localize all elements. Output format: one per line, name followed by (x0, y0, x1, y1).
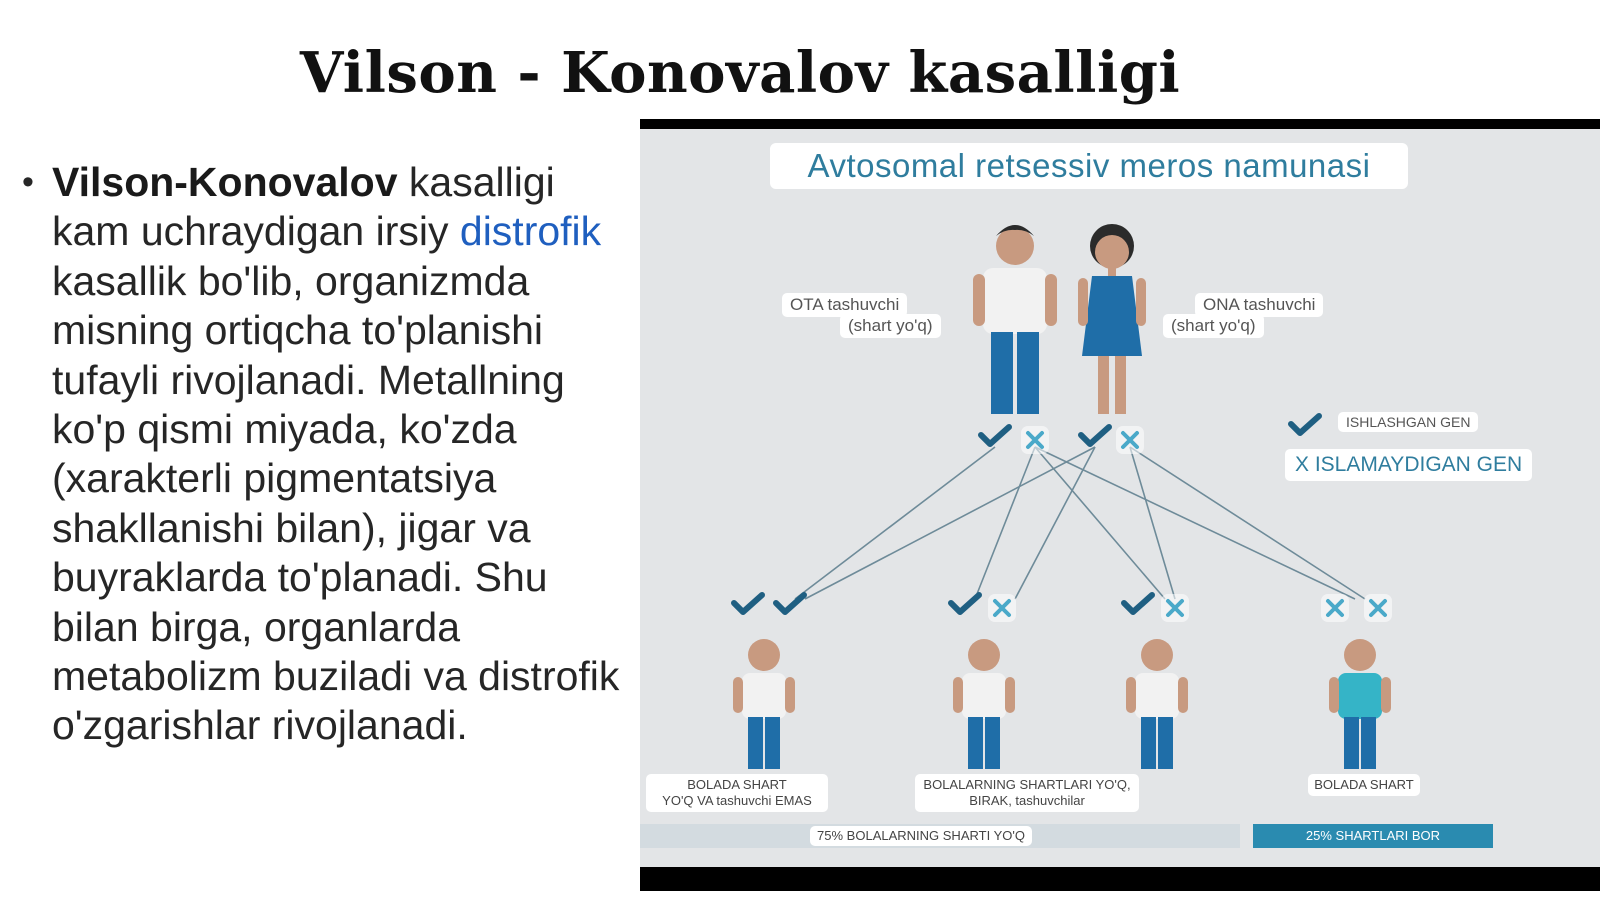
check-icon (981, 427, 1009, 444)
legend-working-gene: ISHLASHGAN GEN (1338, 412, 1478, 432)
check-icon (776, 595, 804, 612)
check-icon (1081, 427, 1109, 444)
page-title: Vilson - Konovalov kasalligi (299, 40, 1181, 106)
child3-genes (1124, 594, 1189, 622)
check-icon (1291, 416, 1319, 433)
children23-label-line1: BOLALARNING SHARTLARI YO'Q, (923, 777, 1131, 792)
affected-child-figure (1329, 639, 1391, 769)
x-icon (1161, 594, 1189, 622)
disease-name: Vilson-Konovalov (52, 159, 398, 205)
children23-label-line2: BIRAK, tashuvchilar (969, 793, 1085, 808)
inheritance-lines (795, 447, 1365, 599)
pedigree-diagram (640, 129, 1600, 867)
child-figure (953, 639, 1015, 769)
x-icon (988, 594, 1016, 622)
mother-figure (1078, 224, 1146, 414)
child-figure (733, 639, 795, 769)
legend-not-working-gene: X ISLAMAYDIGAN GEN (1285, 449, 1532, 481)
x-icon (1116, 426, 1144, 454)
inheritance-figure (640, 119, 1600, 891)
child1-genes (734, 595, 804, 612)
x-icon (1021, 426, 1049, 454)
para-text-2: kasallik bo'lib, organizmda misning ortiqcha to'planishi tufayli rivojlanadi. Metallning ko'p qismi miyada, ko'zda (xarakterli pigmentatsiya shakllanishi bilan), jigar va buyraklarda to'planadi. Shu bilan birga, organlarda metabolizm buziladi va distrofik o'zgarishlar rivojlanadi. (52, 257, 620, 749)
bar-left-label: 75% BOLALARNING SHARTI YO'Q (810, 826, 1032, 846)
mother-condition: (shart yo'q) (1163, 314, 1264, 338)
bar-right: 25% SHARTLARI BOR (1253, 824, 1493, 848)
child4-genes (1321, 594, 1392, 622)
child1-label-line2: YO'Q VA tashuvchi EMAS (662, 793, 812, 808)
child4-label: BOLADA SHART (1308, 774, 1420, 796)
mother-label: ONA tashuvchi (1195, 293, 1323, 317)
father-condition: (shart yo'q) (840, 314, 941, 338)
figure-panel (640, 129, 1600, 867)
child1-label (646, 774, 828, 812)
x-icon (1321, 594, 1349, 622)
child1-label-line1: BOLADA SHART (687, 777, 787, 792)
father-label: OTA tashuvchi (782, 293, 907, 317)
father-figure (973, 225, 1057, 414)
child-figure (1126, 639, 1188, 769)
check-icon (951, 595, 979, 612)
bullet-marker: • (22, 163, 34, 201)
bullet-paragraph (22, 158, 622, 751)
x-icon (1364, 594, 1392, 622)
check-icon (1124, 595, 1152, 612)
check-icon (734, 595, 762, 612)
figure-title: Avtosomal retsessiv meros namunasi (770, 143, 1408, 189)
children23-label (915, 774, 1139, 812)
child2-genes (951, 594, 1016, 622)
distrofik-link[interactable]: distrofik (459, 208, 602, 255)
bullet-text (52, 158, 622, 751)
para-text-1: kasalligi kam uchraydigan irsiy (52, 159, 555, 255)
